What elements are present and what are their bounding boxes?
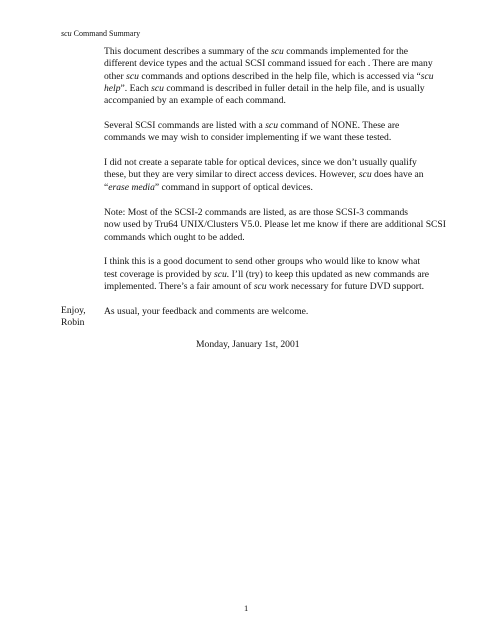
text-run: implemented. There’s a fair amount of: [104, 280, 254, 292]
text-line: [74, 219, 446, 231]
text-line: [74, 182, 434, 194]
italic-text: help: [104, 82, 121, 94]
text-run: work necessary for future DVD support.: [266, 280, 425, 292]
italic-text: scu: [253, 280, 267, 292]
text-run: Several SCSI commands are listed with a: [104, 119, 266, 131]
text-run: command is described in fuller detail in the help file, and is usually: [163, 82, 425, 94]
paragraph: [74, 306, 434, 318]
text-run: ”. Each: [120, 82, 152, 94]
italic-text: scu: [271, 46, 284, 57]
document-date: Monday, January 1st, 2001: [196, 339, 300, 350]
text-line: [74, 269, 434, 281]
text-line: [74, 232, 434, 244]
text-run: I’ll (try) to keep this updated as new commands are: [229, 268, 430, 280]
paragraph: [74, 256, 434, 293]
running-header-italic: scu: [61, 29, 72, 38]
text-run: I think this is a good document to send other groups who would like to know what: [104, 256, 421, 268]
page-number: 1: [244, 603, 249, 613]
italic-text: scu: [151, 82, 164, 94]
text-run: command of NONE. These are: [278, 119, 400, 131]
text-line: [74, 169, 434, 181]
signoff-closing: Enjoy,: [61, 305, 86, 316]
italic-text: erase media: [108, 181, 155, 193]
text-run: commands implemented for the: [283, 46, 409, 57]
signoff: [61, 305, 86, 330]
italic-text: scu.: [214, 268, 230, 280]
paragraph: [74, 157, 434, 194]
text-run: test coverage is provided by: [104, 268, 215, 280]
text-run: commands and options described in the help file, which is accessed via “: [138, 70, 421, 82]
text-line: [74, 256, 434, 268]
text-line: [74, 306, 434, 318]
text-run: accompanied by an example of each command.: [104, 95, 286, 107]
text-line: [74, 71, 434, 83]
signoff-name: Robin: [61, 317, 85, 329]
paragraph: [74, 46, 434, 107]
text-run: I did not create a separate table for optical devices, since we don’t usually qualify: [104, 157, 417, 169]
italic-text: scu: [126, 70, 139, 82]
paragraph: [74, 206, 446, 244]
running-header-text: Command Summary: [71, 29, 141, 38]
text-line: [74, 281, 434, 293]
text-line: [74, 132, 434, 144]
text-run: does have an: [371, 169, 424, 181]
text-run: now used by Tru64 UNIX/Clusters V5.0. Please let me know if there are additional SCSI: [104, 219, 446, 231]
italic-text: scu: [358, 169, 372, 181]
text-run: commands we may wish to consider implementing if we want these tested.: [104, 132, 392, 144]
text-run: ” command in support of optical devices.: [154, 181, 313, 193]
text-run: Note: Most of the SCSI-2 commands are listed, as are those SCSI-3 commands: [104, 206, 409, 218]
text-line: [74, 46, 434, 58]
text-line: [74, 58, 434, 70]
text-run: other: [104, 70, 127, 82]
text-line: [74, 120, 434, 132]
text-run: these, but they are very similar to direct access devices. However,: [104, 169, 359, 181]
text-run: This document describes a summary of the: [104, 46, 272, 57]
italic-text: scu: [265, 119, 278, 131]
text-line: [74, 83, 434, 95]
italic-text: scu: [420, 70, 434, 82]
text-run: “: [104, 181, 109, 193]
paragraph: [74, 120, 434, 145]
text-run: different device types and the actual SCSI command issued for each . There are many: [104, 58, 433, 70]
text-run: commands which ought to be added.: [104, 231, 245, 243]
text-line: [74, 95, 434, 107]
text-run: As usual, your feedback and comments are welcome.: [104, 305, 309, 317]
text-line: [74, 157, 434, 169]
document-body: [74, 46, 446, 331]
running-header: [61, 29, 140, 39]
text-line: [74, 207, 434, 219]
